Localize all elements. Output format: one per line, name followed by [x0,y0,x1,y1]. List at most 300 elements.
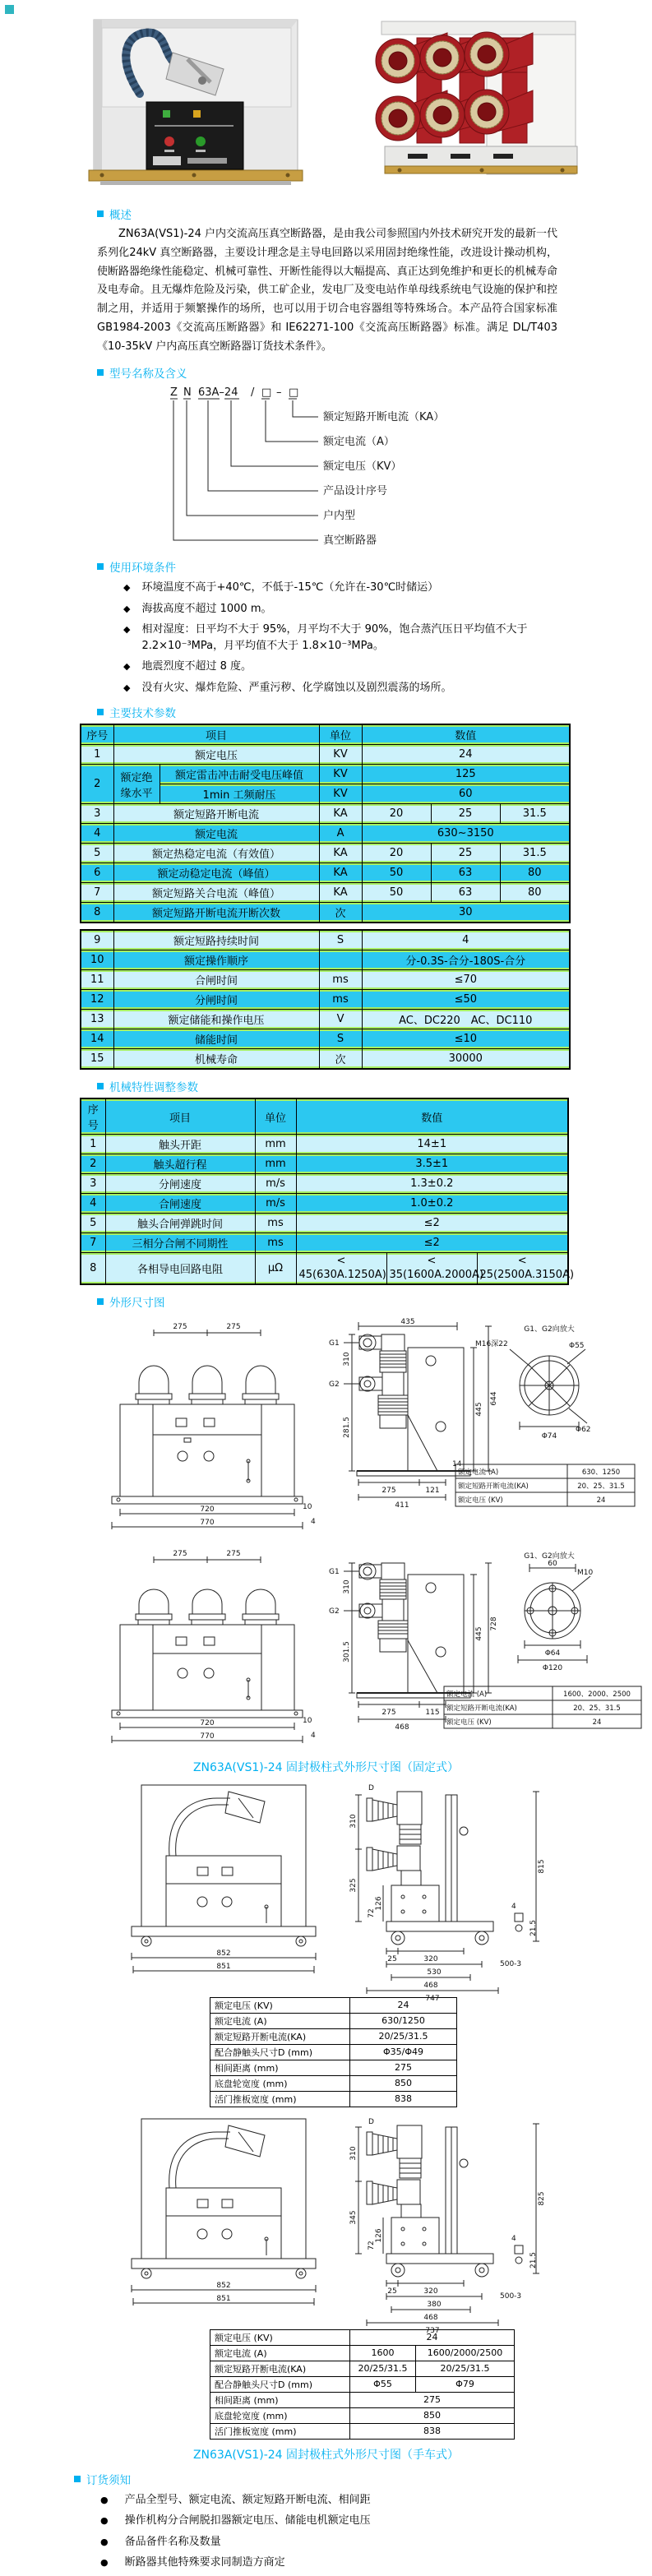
cell-unit: m/s [255,1194,296,1214]
dim-label: 60 [548,1559,557,1568]
list-item [100,2534,561,2551]
spec-value: 838 [350,2423,515,2439]
photo-front-panel-cabinet [64,10,329,192]
cell-no: 7 [81,883,113,903]
spec-value: Φ79 [416,2376,515,2392]
code-part: □ [261,386,272,400]
dim-label: M16深22 [475,1339,508,1348]
cell-value: 14±1 [296,1135,568,1154]
dim-label: 301.5 [343,1640,351,1663]
cell-unit: KA [319,844,362,863]
spec-value: 630/1250 [350,2013,457,2028]
section-heading-dimensions [97,1293,652,1310]
list-item-text: 产品全型号、额定电流、额定短路开断电流、相间距 [124,2493,371,2506]
cell-value: 60 [362,784,570,804]
code-part: / [251,386,255,400]
table-row [81,1029,570,1049]
square-bullet-icon [74,2476,81,2482]
dim-label: 275 [381,1486,396,1495]
dim-label: 530 [427,1968,442,1977]
dim-label: 126 [375,1896,383,1911]
table-row [81,1214,568,1233]
cell-item: 分闸时间 [113,990,319,1010]
cell-no: 1 [81,1135,105,1154]
spec-label: 相间距离 (mm) [210,2392,350,2407]
spec-value: 20/25/31.5 [416,2361,515,2376]
spec-value: 1600/2000/2500 [416,2345,515,2361]
table-row [210,2345,515,2361]
cell-value: ≤10 [362,1029,570,1049]
cell-unit: 次 [319,1049,362,1070]
dim-label: 411 [395,1501,409,1510]
cell-no: 12 [81,990,113,1010]
cell-value: 63 [431,863,500,883]
cell-value: AC、DC220 AC、DC110 [362,1010,570,1029]
cell-unit: mm [255,1154,296,1174]
spec-value: Φ55 [350,2376,416,2392]
list-item [123,659,584,675]
spec-label: 额定电流 (A) [210,2013,350,2028]
cell-value: 50 [362,863,431,883]
table-row [81,1233,568,1253]
section-title: 使用环境条件 [109,562,176,576]
table-header-row [81,1098,568,1135]
cell-item: 项目 [113,724,319,745]
table-row [81,1049,570,1070]
cell-item: 额定储能和操作电压 [113,1010,319,1029]
cell-unit: mm [255,1135,296,1154]
spec-label: 配合静触头尺寸D (mm) [210,2376,350,2392]
section-heading-model [97,364,652,381]
section-title: 机械特性调整参数 [109,1081,198,1095]
photo-breaker-poles [350,10,589,192]
dim-label: D [368,2117,374,2126]
cell-item: 额定短路持续时间 [113,930,319,950]
dim-label: 21.5 [529,2251,538,2268]
square-bullet-icon [97,1298,104,1305]
table-row [81,903,570,923]
diamond-bullet-icon: ◆ [123,603,131,614]
list-item [123,622,584,654]
dim-label: 445 [475,1402,483,1417]
dim-label: 14 [452,1459,462,1468]
cell-subitem: 1min 工频耐压 [160,784,319,804]
list-item-text: 海拔高度不超过 1000 m。 [141,602,272,615]
cell-value [296,1253,386,1284]
dim-label: 728 [490,1616,498,1631]
cell-value: 31.5 [500,844,570,863]
table-row [81,950,570,970]
dim-label: 25 [387,1954,397,1963]
cell-value: 50 [362,883,431,903]
section-title: 订货须知 [86,2473,131,2487]
section-title: 概述 [109,209,132,222]
less-than-sign: < [427,1255,437,1268]
mini-table-value: 20、25、31.5 [577,1482,625,1491]
round-bullet-icon: ● [100,2557,109,2569]
dim-label: 325 [349,1878,358,1893]
list-item-text: 环境温度不高于+40℃，不低于-15℃（允许在-30℃时储运） [141,581,439,594]
dim-label: 468 [423,1981,438,1990]
tech-params-table-continued [80,929,571,1070]
cell-item: 触头超行程 [105,1154,255,1174]
list-item-text: 相对湿度：日平均不大于 95%，月平均不大于 90%，饱合蒸汽压日平均值不大于 2.2×10⁻³MPa，月平均值不大于 1.8×10⁻³MPa。 [141,623,528,652]
spec-value: 275 [350,2060,457,2075]
code-label: 户内型 [323,510,356,523]
cell-value: 25 [431,844,500,863]
cell-unit: m/s [255,1174,296,1194]
mini-table-value: 630、1250 [581,1468,621,1477]
dim-label: 320 [423,2287,438,2296]
mini-table-label: 额定电流 (A) [446,1690,488,1699]
cell-unit: 单位 [255,1098,296,1135]
list-item-text: 地震烈度不超过 8 度。 [141,660,252,673]
dim-label: 281.5 [343,1416,351,1438]
diamond-bullet-icon: ◆ [123,624,131,636]
cell-value: 125 [362,765,570,784]
overview-paragraph: ZN63A(VS1)-24 户内交流高压真空断路器，是由我公司参照国内外技术研究开发的最新一代系列化24kV 真空断路器，主要设计理念是主导电回路以采用固封绝缘性能，改进设计操动机构，使断路器绝缘性能稳定、机械可靠性、开断性能得以大幅提高、真正达到免维护和更长的机械寿命及电寿命。且无爆炸危险及污染，供工矿企业，发电厂及变电站作单母线系统电气设施的保护和控制之用，并适用于频繁操作的场所，也可以用于切合电容器组等特殊场合。本产品符合国家标准 GB1984-2003《交流高压断路器》和 IE62271-100《交流高压断路器》标准。满足 DL/T403《10-35kV 户内高压真空断路器订货技术条件》。 [97,228,557,353]
cell-no: 3 [81,1174,105,1194]
table-row [81,990,570,1010]
spec-value: 838 [350,2091,457,2107]
spec-label: 额定电流 (A) [210,2345,350,2361]
cell-value: 25 [431,804,500,824]
cell-unit: ms [255,1233,296,1253]
table-row [81,824,570,844]
truck-spec-table-small [210,1994,457,2107]
list-item [123,580,584,596]
cell-value [386,1253,484,1284]
table-row [210,2392,515,2407]
cell-unit: 单位 [319,724,362,745]
code-part: – [276,386,282,400]
section-title: 型号名称及含义 [109,368,187,382]
table-row [81,1135,568,1154]
detail-title: G1、G2向放大 [524,1552,575,1561]
table-row [81,745,570,765]
dim-label: 310 [343,1579,351,1594]
cell-value: 3.5±1 [296,1154,568,1174]
code-part: N [183,386,192,400]
cell-value: ≤2 [296,1233,568,1253]
spec-value: 24 [350,2329,515,2345]
cell-item: 额定热稳定电流（有效值） [113,844,319,863]
drawing-fixed-large-current [69,1547,645,1752]
cell-value: 30 [362,903,570,923]
dim-label: 644 [490,1391,498,1406]
cell-item: 额定绝缘水平 [113,765,160,804]
list-item-text: 操作机构分合闸脱扣器额定电压、储能电机额定电压 [124,2514,371,2527]
cell-no: 9 [81,930,113,950]
cell-unit [319,950,362,970]
list-item [123,680,584,696]
cell-value: 30000 [362,1049,570,1070]
cell-no: 5 [81,1214,105,1233]
front-view [132,1785,316,1973]
dim-label: G1 [329,1339,340,1348]
cell-no: 8 [81,1253,105,1284]
table-row [210,2423,515,2439]
table-row [210,2091,457,2107]
dim-label: 126 [375,2228,383,2243]
diamond-bullet-icon: ◆ [123,682,131,693]
list-item [100,2492,561,2509]
table-row [210,2329,515,2345]
table-row [81,765,570,784]
dim-label: M10 [577,1568,594,1577]
cell-unit: KA [319,883,362,903]
spec-label: 相间距离 (mm) [210,2060,350,2075]
spec-label: 额定电压 (KV) [210,1997,350,2013]
spec-value: 1600 [350,2345,416,2361]
dim-label: 500-3 [500,2292,522,2301]
cell-no: 2 [81,1154,105,1174]
cell-no: 4 [81,824,113,844]
spec-label: 活门推板宽度 (mm) [210,2423,350,2439]
dim-label: 852 [216,1949,231,1958]
cell-unit: μΩ [255,1253,296,1284]
resistance-value: 35(1600A.2000A) [389,1268,484,1281]
dim-label: 468 [423,2313,438,2322]
dim-label: Φ64 [544,1649,561,1658]
cell-item: 合闸速度 [105,1194,255,1214]
caption-fixed-type: ZN63A(VS1)-24 固封极柱式外形尺寸图（固定式） [192,1760,460,1774]
cell-no: 8 [81,903,113,923]
cell-item: 额定短路开断电流 [113,804,319,824]
cell-no: 6 [81,863,113,883]
code-part: 63A–24 [198,386,238,400]
table-row [81,804,570,824]
side-view [329,1318,498,1510]
cell-unit: ms [255,1214,296,1233]
code-part: Z [170,386,178,400]
code-label: 额定电压（KV） [323,460,402,474]
red-button [164,136,174,146]
dim-label: 72 [368,1908,376,1918]
table-row [81,1010,570,1029]
section-heading-environment [97,558,652,575]
cell-value: 80 [500,883,570,903]
spec-label: 额定短路开断电流(KA) [210,2028,350,2044]
dim-label: 380 [427,2300,442,2309]
cell-no: 14 [81,1029,113,1049]
truck-spec-table-large [210,2326,515,2440]
cell-item: 额定操作顺序 [113,950,319,970]
dim-label: 468 [395,1723,409,1732]
dim-label: 4 [511,2234,516,2243]
cell-no: 10 [81,950,113,970]
spec-label: 底盘轮宽度 (mm) [210,2075,350,2091]
list-item [100,2513,561,2529]
cell-item: 机械寿命 [113,1049,319,1070]
dim-label: 770 [200,1518,215,1527]
cell-value: 数值 [362,724,570,745]
table-row [81,1194,568,1214]
corner-mark [5,5,14,14]
side-view [349,2118,546,2335]
square-bullet-icon [97,369,104,376]
dim-label: D [368,1783,374,1792]
cell-item: 额定短路关合电流（峰值） [113,883,319,903]
list-item [100,2555,561,2571]
spec-value: 20/25/31.5 [350,2028,457,2044]
cell-item: 储能时间 [113,1029,319,1049]
cell-item: 各相导电回路电阻 [105,1253,255,1284]
dim-label: 275 [173,1549,187,1558]
spec-value: 20/25/31.5 [350,2361,416,2376]
cell-item: 项目 [105,1098,255,1135]
mini-table-value: 20、25、31.5 [573,1704,621,1713]
drawing-truck-small-current [69,1780,645,2003]
spec-value: 850 [350,2075,457,2091]
dim-label: 72 [368,2241,376,2250]
dim-label: 435 [400,1317,415,1326]
cell-value: 20 [362,804,431,824]
dim-label: 10 [303,1716,312,1725]
cell-value: 63 [431,883,500,903]
cell-no: 7 [81,1233,105,1253]
list-item-text: 断路器其他特殊要求同制造方商定 [124,2556,285,2569]
cell-item: 三相分合闸不同期性 [105,1233,255,1253]
spec-label: 底盘轮宽度 (mm) [210,2407,350,2423]
cell-item: 触头开距 [105,1135,255,1154]
dim-label: 747 [425,1994,440,2003]
code-label: 产品设计序号 [323,485,388,498]
cell-value: 1.3±0.2 [296,1174,568,1194]
table-header-row [81,724,570,745]
list-item-text: 没有火灾、爆炸危险、严重污秽、化学腐蚀以及剧烈震荡的场所。 [141,681,452,694]
ordering-list [100,2492,652,2571]
dim-label: 770 [200,1732,215,1741]
cell-value: 4 [362,930,570,950]
round-bullet-icon: ● [100,2536,109,2547]
section-heading-ordering [74,2471,652,2487]
cell-unit: KV [319,784,362,804]
dim-label: Φ62 [576,1425,591,1434]
dim-label: 345 [349,2210,358,2225]
cell-no: 序号 [81,724,113,745]
cell-no: 13 [81,1010,113,1029]
dim-label: Φ55 [569,1341,585,1350]
list-item-text: 备品备件名称及数量 [124,2535,221,2548]
cell-no: 5 [81,844,113,863]
dim-label: 310 [349,1814,358,1829]
cell-unit: V [319,1010,362,1029]
cell-value: 630~3150 [362,824,570,844]
dim-label: 275 [173,1322,187,1331]
dim-label: 275 [226,1549,241,1558]
cell-value: 数值 [296,1098,568,1135]
dim-label: 851 [216,1962,231,1971]
green-button [196,136,206,146]
cell-value: 20 [362,844,431,863]
table-row [81,844,570,863]
front-view [132,2119,316,2305]
dim-label: 121 [425,1486,440,1495]
cell-unit: S [319,1029,362,1049]
code-part: □ [289,386,299,400]
dim-label: 320 [423,1954,438,1963]
dim-label: 737 [425,2326,440,2335]
spec-value: 275 [350,2392,515,2407]
table-row [81,1253,568,1284]
section-title: 外形尺寸图 [109,1296,165,1310]
cell-value: 31.5 [500,804,570,824]
cell-value: 1.0±0.2 [296,1194,568,1214]
cell-no: 序号 [81,1098,105,1135]
product-photos [0,0,652,197]
detail-view [518,1551,593,1672]
cell-unit: KV [319,745,362,765]
table-row [81,1174,568,1194]
table-row [210,2044,457,2060]
table-row [210,2376,515,2392]
section-heading-tech-params [97,704,652,720]
square-bullet-icon [97,1083,104,1089]
spec-value: 850 [350,2407,515,2423]
spec-value: 24 [350,1997,457,2013]
round-bullet-icon: ● [100,2494,109,2505]
mech-params-table [80,1098,575,1285]
cell-value: 80 [500,863,570,883]
table-row [210,2361,515,2376]
dim-label: 275 [226,1322,241,1331]
cell-unit: ms [319,970,362,990]
table-row [210,2075,457,2091]
dim-label: 10 [303,1502,312,1511]
cell-no: 4 [81,1194,105,1214]
front-view [112,1550,316,1743]
dim-label: Φ74 [541,1431,557,1441]
cell-value: 分-0.3S-合分-180S-合分 [362,950,570,970]
drawing-mini-table [455,1464,635,1506]
drawing-fixed-small-current [69,1313,645,1547]
code-label: 额定电流（A） [323,436,395,449]
cell-unit: KA [319,863,362,883]
dim-label: G2 [329,1380,340,1389]
table-row [210,2060,457,2075]
cell-no: 2 [81,765,113,804]
cell-item: 额定电压 [113,745,319,765]
dim-label: 825 [538,2191,546,2206]
dim-label: G2 [329,1607,340,1616]
dim-label: G1 [329,1567,340,1576]
square-bullet-icon [97,709,104,715]
cell-unit: ms [319,990,362,1010]
cell-unit: 次 [319,903,362,923]
round-bullet-icon: ● [100,2515,109,2527]
dim-label: 4 [311,1517,316,1526]
mini-table-value: 24 [592,1718,602,1727]
mini-table-label: 额定短路开断电流(KA) [458,1482,529,1491]
dim-label: 720 [200,1505,215,1514]
dim-label: 4 [311,1731,316,1740]
section-heading-overview [97,206,652,222]
cell-item: 额定短路开断电流开断次数 [113,903,319,923]
list-item [123,601,584,617]
cell-unit: S [319,930,362,950]
spec-label: 活门推板宽度 (mm) [210,2091,350,2107]
cell-value [477,1253,575,1284]
cell-no: 15 [81,1049,113,1070]
model-code-diagram [169,384,629,550]
spec-label: 额定电压 (KV) [210,2329,350,2345]
resistance-value: 45(630A.1250A) [298,1268,386,1281]
cell-no: 1 [81,745,113,765]
cell-item: 触头合闸弹跳时间 [105,1214,255,1233]
mini-table-value: 1600、2000、2500 [563,1690,631,1699]
drawing-truck-large-current [69,2116,645,2335]
